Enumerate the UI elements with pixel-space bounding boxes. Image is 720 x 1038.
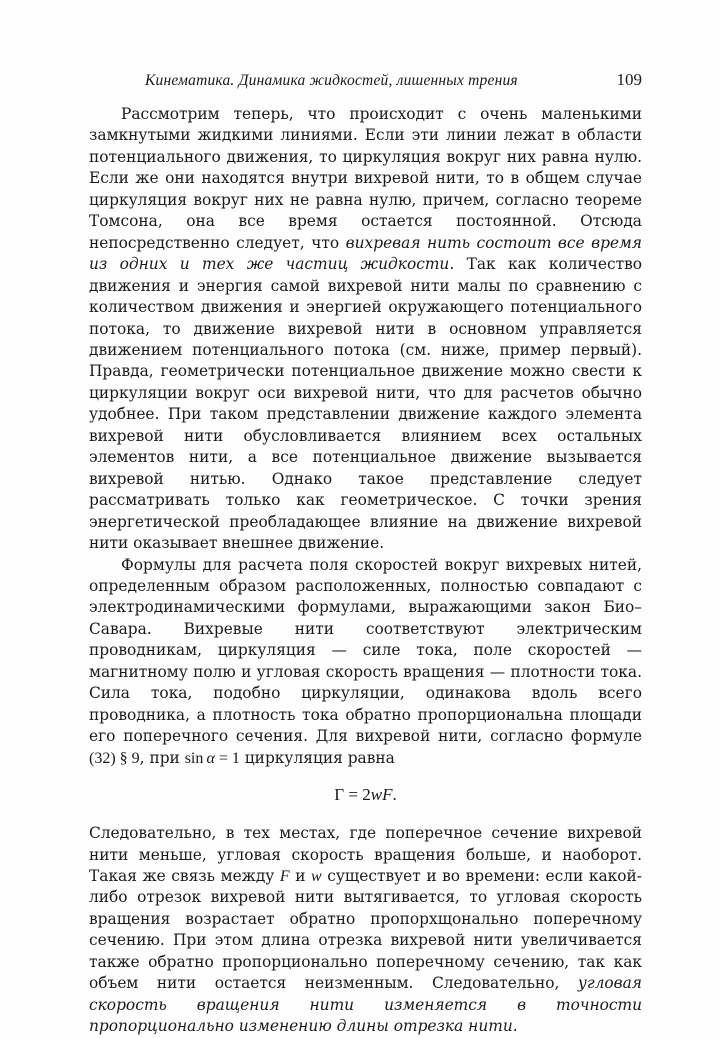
paragraph-3-and: и <box>289 866 312 885</box>
paragraph-3-emphasis: угловая скорость вращения нити изменяется в точности пропорционально изменению длины отрезка нити. <box>89 974 642 1036</box>
formula-w: w <box>370 785 383 805</box>
variable-F: F <box>279 867 290 885</box>
paragraph-1-emphasis: вихревая нить состоит все время из одних и тех же частиц жидкости. <box>89 233 642 274</box>
paragraph-1-text-b: Так как количество движения и энергия самой вихревой нити малы по сравнению с количеством движения и энергией окружающего потенциального потока, то движение вихревой нити в основном управляется движением потенциального потока (см. ниже, пример первый). Правда, геометрически потенциальное движение можно свести к циркуляции вокруг оси вихревой нити, что для расчетов обычно удобнее. При таком представлении движение каждого элемента вихревой нити обусловливается влиянием всех остальных элементов нити, а все потенциальное движение вызывается вихревой нитью. Однако такое представление следует рассматривать только как геометрическое. С точки зрения энергетической преобладающее влияние на движение вихревой нити оказывает внешнее движение. <box>89 255 643 553</box>
formula-period: . <box>392 785 397 805</box>
formula-gamma: Γ <box>334 785 345 805</box>
alpha-symbol: α <box>206 749 215 767</box>
book-page <box>89 70 642 1038</box>
paragraph-3-text-a: Следовательно, в тех местах, где поперечное сечение вихревой нити меньше, угловая скорость вращения больше, и наоборот. Такая же связь между <box>89 824 642 885</box>
formula-F: F <box>382 785 393 805</box>
paragraph-1 <box>89 104 642 555</box>
paragraph-3 <box>89 823 642 1038</box>
sine-function: sin <box>184 749 204 767</box>
circulation-formula <box>89 783 642 807</box>
paragraph-2 <box>89 555 642 770</box>
running-title: Кинематика. Динамика жидкостей, лишенных трения <box>145 72 518 89</box>
paragraph-2-text-a: Формулы для расчета поля скоростей вокруг вихревых нитей, определенным образом расположенных, полностью совпадают с электродинамическими формулами, выражающими закон Био–Савара. Вихревые нити соответствуют электрическим проводникам, циркуляция — силе тока, поле скоростей — магнитному полю и угловая скорость вращения — плотности тока. Сила тока, подобно циркуляции, одинакова вдоль всего проводника, а плотность тока обратно пропорциональна площади его поперечного сечения. Для вихревой нити, согласно формуле <box>89 555 642 746</box>
paragraph-1-text-a: Рассмотрим теперь, что происходит с очень маленькими замкнутыми жидкими линиями. Если эти линии лежат в области потенциального движения, то циркуляция вокруг них равна нулю. Если же они находятся внутри вихревой нити, то в общем случае циркуляция вокруг них не равна нулю, причем, согласно теореме Томсона, она все время остается постоянной. Отсюда непосредственно следует, что <box>89 105 642 252</box>
formula-equals: = 2 <box>344 785 371 805</box>
variable-w: w <box>311 867 322 885</box>
paragraph-2-text-b: циркуляция равна <box>239 748 395 767</box>
paragraph-2-text-mid: , при <box>139 748 185 767</box>
equals-one: = 1 <box>214 749 240 767</box>
page-header <box>89 70 642 104</box>
page-number: 109 <box>616 70 642 89</box>
paragraph-3-text-b: существует и во времени: если какой-либо отрезок вихревой нити вытягивается, то угловая скорость вращения возрастает обратно пропорхщонально поперечному сечению. При этом длина отрезка вихревой нити увеличивается также обратно пропорционально поперечному сечению, так как объем нити остается неизменным. Следовательно, <box>89 866 642 993</box>
formula-reference: (32) § 9 <box>89 749 140 767</box>
body-text <box>89 104 642 1038</box>
